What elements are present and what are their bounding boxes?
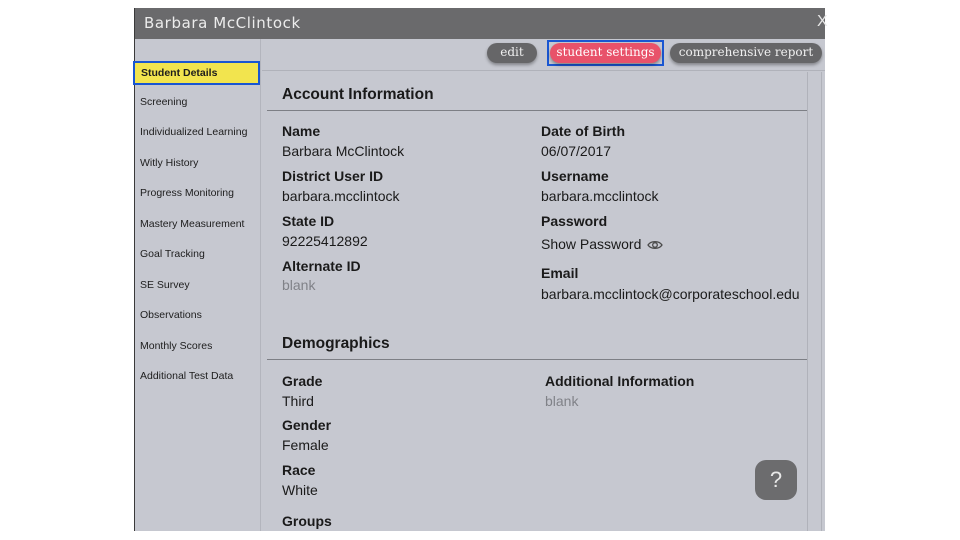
date-of-birth-label: Date of Birth: [541, 123, 625, 139]
state-id-label: State ID: [282, 213, 335, 229]
alternate-id-value: blank: [282, 277, 316, 293]
window-titlebar: [135, 8, 828, 39]
additional-information-value: blank: [545, 393, 579, 409]
race-label: Race: [282, 462, 316, 478]
gender-label: Gender: [282, 417, 332, 433]
comprehensive-report-button[interactable]: comprehensive report: [670, 43, 822, 63]
sidebar-item-se-survey[interactable]: SE Survey: [140, 279, 190, 291]
eye-icon[interactable]: [647, 237, 663, 253]
window-title: Barbara McClintock: [144, 14, 301, 32]
edit-button[interactable]: edit: [487, 43, 537, 63]
sidebar-item-additional-test-data[interactable]: Additional Test Data: [140, 370, 234, 382]
groups-label: Groups: [282, 513, 332, 529]
email-label: Email: [541, 265, 579, 281]
email-value: barbara.mcclintock@corporateschool.edu: [541, 286, 800, 302]
district-user-id-label: District User ID: [282, 168, 384, 184]
gender-value: Female: [282, 437, 329, 453]
grade-label: Grade: [282, 373, 323, 389]
section-divider: [267, 359, 807, 360]
show-password-link[interactable]: Show Password: [541, 236, 642, 252]
section-divider: [267, 110, 807, 111]
sidebar-item-screening[interactable]: Screening: [140, 96, 188, 108]
demographics-title: Demographics: [282, 335, 390, 352]
sidebar: [135, 39, 261, 531]
help-icon[interactable]: ?: [755, 460, 797, 500]
sidebar-item-progress-monitoring[interactable]: Progress Monitoring: [140, 187, 234, 199]
close-icon[interactable]: X: [817, 13, 828, 30]
username-value: barbara.mcclintock: [541, 188, 659, 204]
student-settings-button[interactable]: student settings: [550, 43, 661, 63]
sidebar-item-witly-history[interactable]: Witly History: [140, 157, 199, 169]
alternate-id-label: Alternate ID: [282, 258, 361, 274]
state-id-value: 92225412892: [282, 233, 368, 249]
sidebar-item-individualized-learning[interactable]: Individualized Learning: [140, 126, 248, 138]
name-value: Barbara McClintock: [282, 143, 405, 159]
toolbar-divider: [262, 70, 825, 71]
grade-value: Third: [282, 393, 314, 409]
sidebar-item-observations[interactable]: Observations: [140, 309, 202, 321]
race-value: White: [282, 482, 318, 498]
date-of-birth-value: 06/07/2017: [541, 143, 612, 159]
sidebar-item-goal-tracking[interactable]: Goal Tracking: [140, 248, 205, 260]
sidebar-item-monthly-scores[interactable]: Monthly Scores: [140, 340, 213, 352]
sidebar-item-mastery-measurement[interactable]: Mastery Measurement: [140, 218, 245, 230]
password-label: Password: [541, 213, 608, 229]
name-label: Name: [282, 123, 321, 139]
scrollbar[interactable]: [807, 72, 822, 531]
sidebar-item-student-details[interactable]: Student Details: [133, 61, 260, 85]
student-details-window: [135, 8, 828, 531]
username-label: Username: [541, 168, 609, 184]
account-information-title: Account Information: [282, 86, 434, 103]
district-user-id-value: barbara.mcclintock: [282, 188, 400, 204]
additional-information-label: Additional Information: [545, 373, 695, 389]
